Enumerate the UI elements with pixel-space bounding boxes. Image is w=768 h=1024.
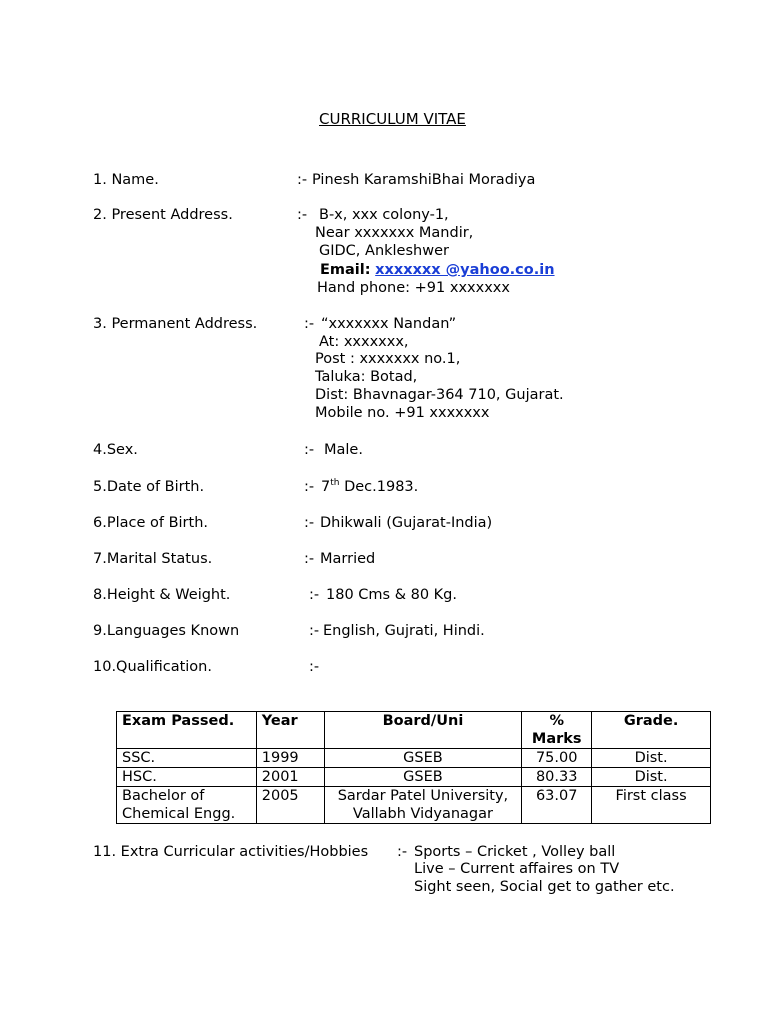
marital-separator: :- bbox=[304, 551, 315, 567]
height-weight-label: 8.Height & Weight. bbox=[93, 587, 231, 603]
present-address-line2: Near xxxxxxx Mandir, bbox=[315, 225, 474, 241]
height-weight-value: 180 Cms & 80 Kg. bbox=[326, 587, 457, 603]
cell-year: 2001 bbox=[256, 768, 324, 787]
sex-label: 4.Sex. bbox=[93, 442, 138, 458]
sex-value: Male. bbox=[324, 442, 363, 458]
cell-year: 1999 bbox=[256, 749, 324, 768]
present-address-line1: B-x, xxx colony-1, bbox=[319, 207, 449, 223]
cell-marks: 63.07 bbox=[522, 787, 592, 824]
languages-value: English, Gujrati, Hindi. bbox=[323, 623, 485, 639]
dob-separator: :- bbox=[304, 479, 315, 495]
cell-board: Sardar Patel University, Vallabh Vidyanagar bbox=[324, 787, 522, 824]
dob-value: 7th Dec.1983. bbox=[321, 478, 419, 495]
cell-year: 2005 bbox=[256, 787, 324, 824]
cell-exam: HSC. bbox=[117, 768, 257, 787]
marital-value: Married bbox=[320, 551, 376, 567]
hobbies-line1: Sports – Cricket , Volley ball bbox=[414, 844, 616, 860]
qualification-table bbox=[116, 711, 711, 824]
qualification-label: 10.Qualification. bbox=[93, 659, 212, 675]
cell-marks: 80.33 bbox=[522, 768, 592, 787]
email-link[interactable]: xxxxxxx @yahoo.co.in bbox=[375, 262, 555, 278]
pob-value: Dhikwali (Gujarat-India) bbox=[320, 515, 493, 531]
hand-phone: Hand phone: +91 xxxxxxx bbox=[317, 280, 510, 296]
permanent-address-line4: Taluka: Botad, bbox=[315, 369, 418, 385]
cell-board: GSEB bbox=[324, 749, 522, 768]
pob-label: 6.Place of Birth. bbox=[93, 515, 209, 531]
name-label: 1. Name. bbox=[93, 172, 159, 188]
hobbies-line3: Sight seen, Social get to gather etc. bbox=[414, 879, 675, 895]
name-separator: :- bbox=[297, 172, 308, 188]
hobbies-line2: Live – Current affaires on TV bbox=[414, 861, 620, 877]
cell-grade: Dist. bbox=[592, 768, 711, 787]
permanent-address-line1: “xxxxxxx Nandan” bbox=[321, 316, 457, 332]
dob-label: 5.Date of Birth. bbox=[93, 479, 205, 495]
cell-exam: Bachelor of Chemical Engg. bbox=[117, 787, 257, 824]
table-row bbox=[117, 768, 711, 787]
email-row bbox=[320, 261, 555, 279]
languages-separator: :- bbox=[309, 623, 320, 639]
cell-board: GSEB bbox=[324, 768, 522, 787]
header-year: Year bbox=[256, 712, 324, 749]
cell-grade: Dist. bbox=[592, 749, 711, 768]
present-address-label: 2. Present Address. bbox=[93, 207, 233, 223]
qualification-separator: :- bbox=[309, 659, 320, 675]
present-address-separator: :- bbox=[297, 207, 308, 223]
languages-label: 9.Languages Known bbox=[93, 623, 240, 639]
permanent-address-line3: Post : xxxxxxx no.1, bbox=[315, 351, 461, 367]
page-title: CURRICULUM VITAE bbox=[319, 110, 466, 128]
header-exam: Exam Passed. bbox=[117, 712, 257, 749]
permanent-address-line5: Dist: Bhavnagar-364 710, Gujarat. bbox=[315, 387, 564, 403]
height-weight-separator: :- bbox=[309, 587, 320, 603]
hobbies-separator: :- bbox=[397, 844, 408, 860]
name-value: Pinesh KaramshiBhai Moradiya bbox=[312, 172, 536, 188]
permanent-address-separator: :- bbox=[304, 316, 315, 332]
header-grade: Grade. bbox=[592, 712, 711, 749]
present-address-line3: GIDC, Ankleshwer bbox=[319, 243, 449, 259]
header-marks: % Marks bbox=[522, 712, 592, 749]
email-label: Email: bbox=[320, 262, 371, 278]
table-row bbox=[117, 787, 711, 824]
pob-separator: :- bbox=[304, 515, 315, 531]
permanent-address-line6: Mobile no. +91 xxxxxxx bbox=[315, 405, 490, 421]
cell-exam: SSC. bbox=[117, 749, 257, 768]
cell-marks: 75.00 bbox=[522, 749, 592, 768]
marital-label: 7.Marital Status. bbox=[93, 551, 213, 567]
table-header-row bbox=[117, 712, 711, 749]
cell-grade: First class bbox=[592, 787, 711, 824]
permanent-address-label: 3. Permanent Address. bbox=[93, 316, 258, 332]
table-row bbox=[117, 749, 711, 768]
header-board: Board/Uni bbox=[324, 712, 522, 749]
hobbies-label: 11. Extra Curricular activities/Hobbies bbox=[93, 844, 369, 860]
sex-separator: :- bbox=[304, 442, 315, 458]
permanent-address-line2: At: xxxxxxx, bbox=[319, 334, 409, 350]
